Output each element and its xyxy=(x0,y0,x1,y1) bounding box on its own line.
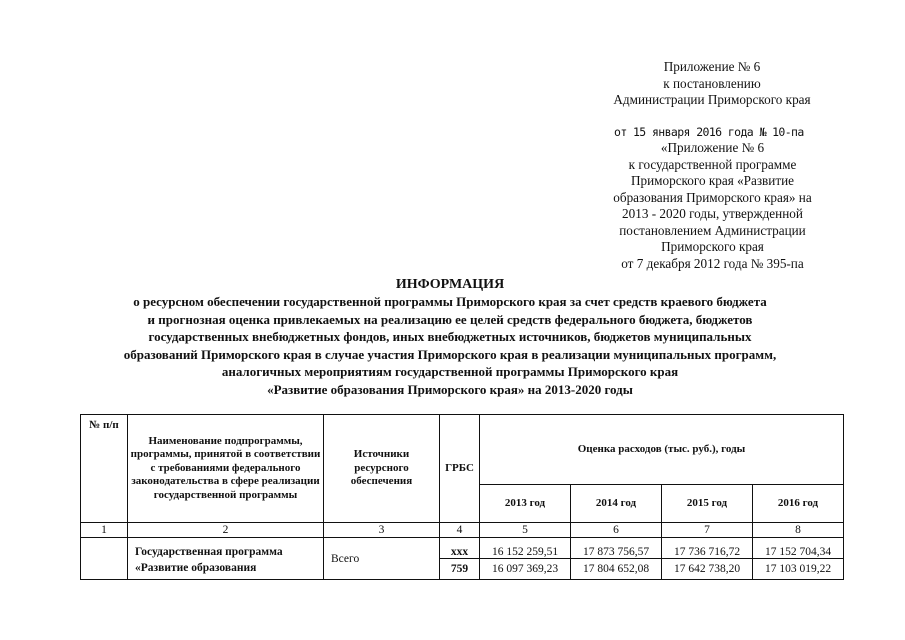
header-year: 2013 год xyxy=(480,485,571,523)
value-cell: 17 642 738,20 xyxy=(662,559,753,580)
header-grbs: ГРБС xyxy=(440,415,480,523)
program-appendix-block xyxy=(590,140,835,272)
heading-line: государственных внебюджетных фондов, иных внебюджетных источников, бюджетов муниципальных xyxy=(148,329,752,344)
column-number: 7 xyxy=(662,523,753,538)
program-source-cell: Всего xyxy=(324,538,440,580)
header-year: 2015 год xyxy=(662,485,753,523)
heading-title: ИНФОРМАЦИЯ xyxy=(395,277,505,292)
program-appendix-line: 2013 - 2020 годы, утвержденной xyxy=(622,206,803,221)
header-sources: Источники ресурсного обеспечения xyxy=(324,415,440,523)
header-year: 2014 год xyxy=(571,485,662,523)
header-row xyxy=(81,415,844,485)
program-appendix-line: постановлением Администрации xyxy=(619,222,806,238)
column-number: 4 xyxy=(440,523,480,538)
header-year: 2016 год xyxy=(753,485,844,523)
heading-line: «Развитие образования Приморского края» на 2013-2020 годы xyxy=(267,381,633,397)
grbs-cell: ххх xyxy=(440,538,480,559)
appendix-line: Администрации Приморского края xyxy=(613,92,811,107)
program-appendix-line: к государственной программе xyxy=(628,156,797,172)
numbering-row xyxy=(81,523,844,538)
heading-line: о ресурсном обеспечении государственной программы Приморского края за счет средств краевого бюджета xyxy=(133,294,767,309)
value-cell: 17 152 704,34 xyxy=(753,538,844,559)
resource-table xyxy=(80,414,844,580)
program-appendix-line: Приморского края «Развитие xyxy=(630,173,795,188)
value-cell: 17 873 756,57 xyxy=(571,538,662,559)
value-cell: 17 804 652,08 xyxy=(571,559,662,580)
program-appendix-line: Приморского края xyxy=(661,239,764,254)
value-cell: 16 097 369,23 xyxy=(480,559,571,580)
program-appendix-line: от 7 декабря 2012 года № 395-па xyxy=(621,255,804,271)
table-row xyxy=(81,538,844,559)
appendix-line: к постановлению xyxy=(663,75,761,91)
program-num-cell xyxy=(81,538,128,580)
column-number: 1 xyxy=(81,523,128,538)
heading-line: образований Приморского края в случае участия Приморского края в реализации муниципальных программ, xyxy=(123,346,777,362)
column-number: 8 xyxy=(753,523,844,538)
document-heading xyxy=(70,276,830,398)
column-number: 2 xyxy=(128,523,324,538)
heading-line: и прогнозная оценка привлекаемых на реализацию ее целей средств федерального бюджета, бюджетов xyxy=(147,311,753,327)
program-name-line: Государственная программа xyxy=(135,546,283,558)
decree-appendix-block xyxy=(582,59,842,109)
grbs-cell: 759 xyxy=(440,559,480,580)
value-cell: 17 103 019,22 xyxy=(753,559,844,580)
header-estimate: Оценка расходов (тыс. руб.), годы xyxy=(480,415,844,485)
header-num: № п/п xyxy=(81,415,128,523)
program-name-cell xyxy=(128,538,324,580)
appendix-line: Приложение № 6 xyxy=(663,59,761,74)
header-name: Наименование подпрограммы, программы, принятой в соответствии с требованиями федерального законодательства в сфере реализации государственной программы xyxy=(128,415,324,523)
heading-line: аналогичных мероприятиям государственной программы Приморского края xyxy=(221,364,679,379)
value-cell: 17 736 716,72 xyxy=(662,538,753,559)
decree-date-stamp: от 15 января 2016 года № 10-па xyxy=(614,125,804,139)
column-number: 6 xyxy=(571,523,662,538)
value-cell: 16 152 259,51 xyxy=(480,538,571,559)
program-name-line: «Развитие образования xyxy=(135,562,257,574)
column-number: 5 xyxy=(480,523,571,538)
column-number: 3 xyxy=(324,523,440,538)
program-appendix-line: образования Приморского края» на xyxy=(613,189,812,205)
program-appendix-line: «Приложение № 6 xyxy=(660,140,765,155)
